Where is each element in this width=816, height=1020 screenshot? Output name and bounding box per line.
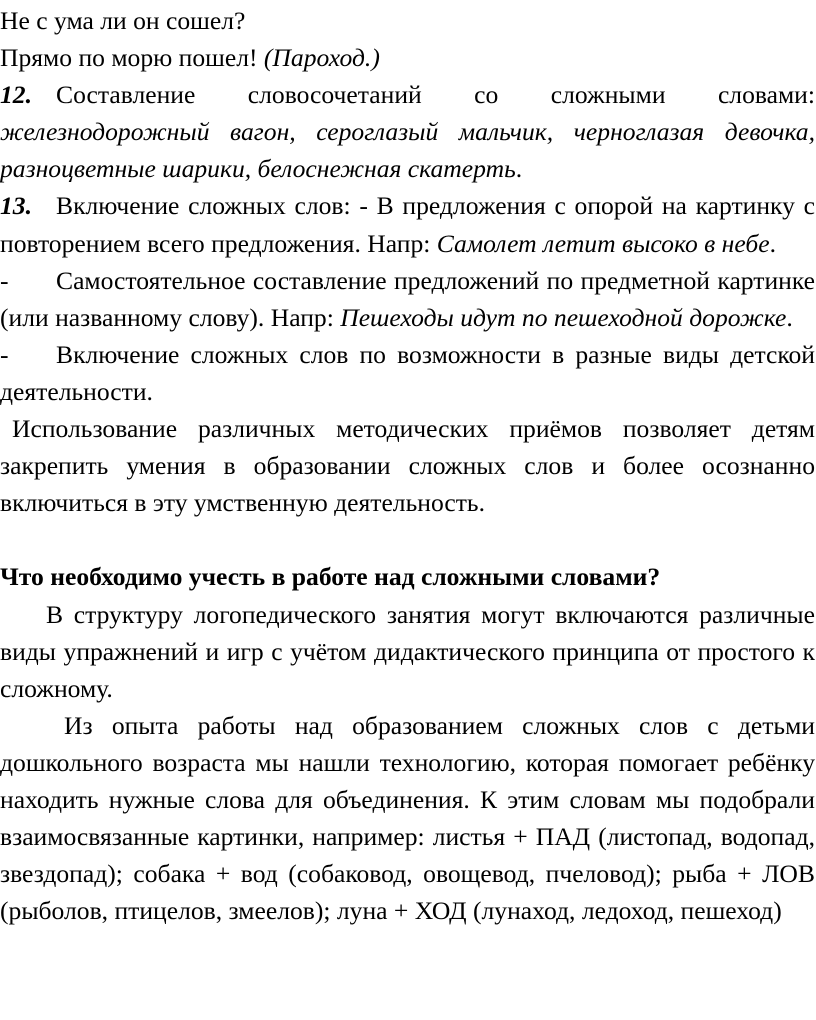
item-13-example: Самолет летит высоко в небе	[436, 228, 770, 258]
item-13-number: 13.	[0, 191, 32, 221]
item-12-end: .	[515, 154, 523, 184]
riddle-line-2	[0, 39, 815, 76]
blank-line	[0, 521, 815, 558]
section-heading: Что необходимо учесть в работе над сложными словами?	[0, 562, 661, 592]
bullet-2-text: Включение сложных слов по возможности в разные виды детской деятельности.	[0, 339, 815, 406]
item-12-text: Составление словосочетаний со сложными словами:	[56, 80, 815, 110]
bullet-dash-1: -	[0, 265, 9, 295]
riddle-line-1	[0, 2, 815, 39]
paragraph-methods: Использование различных методических приёмов позволяет детям закрепить умения в образовании сложных слов и более осознанно включиться в эту умственную деятельность.	[0, 414, 815, 518]
paragraph-experience: Из опыта работы над образованием сложных слов с детьми дошкольного возраста мы нашли технологию, которая помогает ребёнку находить нужные слова для объединения. К этим словам мы подобрали взаимосвязанные картинки, например: листья + ПАД (листопад, водопад, звездопад); собака + вод (собаковод, овощевод, пчеловод); рыба + ЛОВ (рыболов, птицелов, змеелов); луна + ХОД (лунаход, ледоход, пешеход)	[0, 710, 815, 926]
riddle-text-1: Не с ума ли он сошел?	[0, 6, 246, 35]
item-13	[0, 187, 815, 261]
bullet-1-end: .	[786, 302, 793, 332]
item-13-text: Включение сложных слов: - В предложения с опорой на картинку с повторением всего предложения. Напр:	[0, 191, 815, 258]
bullet-1-text: Самостоятельное составление предложений по предметной картинке (или названному слову). Напр:	[0, 265, 815, 332]
bullet-1-example: Пешеходы идут по пешеходной дорожке	[340, 302, 787, 332]
bullet-activities	[0, 336, 815, 410]
item-12-examples: железнодорожный вагон, сероглазый мальчик, черноглазая девочка, разноцветные шарики, белоснежная скатерть	[0, 117, 815, 184]
document-page	[0, 2, 815, 929]
paragraph-structure: В структуру логопедического занятия могут включаются различные виды упражнений и игр с учётом дидактического принципа от простого к сложному.	[0, 599, 815, 703]
riddle-answer: (Пароход.)	[263, 43, 380, 73]
item-13-end: .	[769, 228, 777, 258]
riddle-text-2: Прямо по морю пошел!	[0, 43, 264, 73]
item-12-number: 12.	[0, 80, 32, 110]
item-12	[0, 76, 815, 187]
bullet-independent-sentences	[0, 262, 815, 336]
bullet-dash-2: -	[0, 339, 9, 369]
